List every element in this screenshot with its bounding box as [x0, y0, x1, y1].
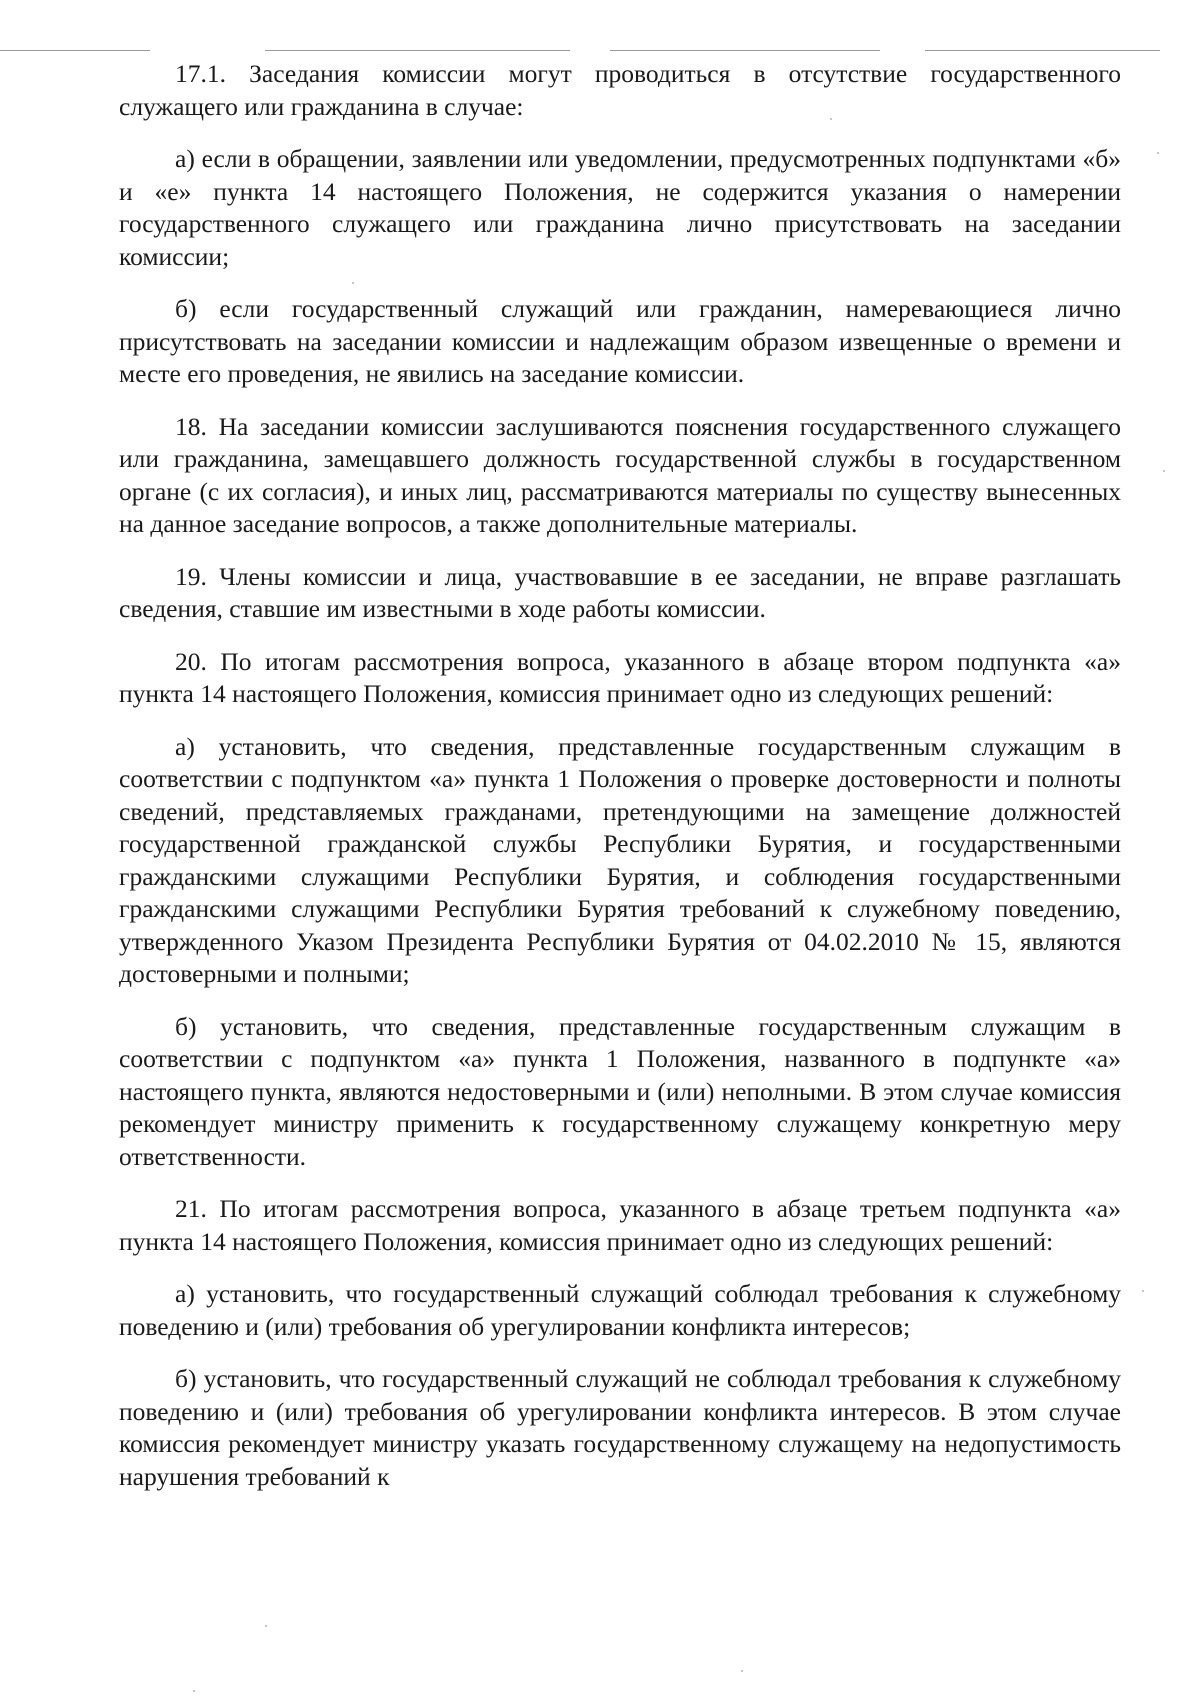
- paragraph-17-1-b: б) если государственный служащий или гражданин, намеревающиеся лично присутствовать на заседании комиссии и надлежащим образом извещенные о времени и месте его проведения, не явились на заседание комиссии.: [119, 294, 1121, 388]
- scan-artifact-dot: [265, 1625, 267, 1627]
- scan-artifact-dot: [1163, 470, 1165, 472]
- paragraph-20: 20. По итогам рассмотрения вопроса, указанного в абзаце втором подпункта «а» пункта 14 настоящего Положения, комиссия принимает одно из следующих решений:: [119, 646, 1121, 708]
- scan-artifact-dot: [741, 1670, 743, 1672]
- paragraph-21-a: а) установить, что государственный служащий соблюдал требования к служебному поведению и (или) требования об урегулировании конфликта интересов;: [119, 1279, 1121, 1341]
- paragraph-19: 19. Члены комиссии и лица, участвовавшие в ее заседании, не вправе разглашать сведения, ставшие им известными в ходе работы комиссии.: [119, 561, 1121, 623]
- scan-artifact-line: [925, 50, 1160, 51]
- scan-artifact-dot: [193, 1690, 195, 1692]
- paragraph-20-b: б) установить, что сведения, представленные государственным служащим в соответствии с подпунктом «а» пункта 1 Положения, названного в подпункте «а» настоящего пункта, являются недостоверными и (или) неполными. В этом случае комиссия рекомендует министру применить к государственному служащему конкретную меру ответственности.: [119, 1011, 1121, 1171]
- paragraph-20-a: а) установить, что сведения, представленные государственным служащим в соответствии с подпунктом «а» пункта 1 Положения о проверке достоверности и полноты сведений, представляемых гражданами, претендующими на замещение должностей государственной гражданской службы Республики Бурятия, и государственными гражданскими служащими Республики Бурятия, и соблюдения государственными гражданскими служащими Республики Бурятия требований к служебному поведению, утвержденного Указом Президента Республики Бурятия от 04.02.2010 № 15, являются достоверными и полными;: [119, 731, 1121, 988]
- document-body: [119, 58, 1121, 1513]
- scan-artifact-line: [610, 50, 880, 51]
- paragraph-21: 21. По итогам рассмотрения вопроса, указанного в абзаце третьем подпункта «а» пункта 14 настоящего Положения, комиссия принимает одно из следующих решений:: [119, 1194, 1121, 1256]
- paragraph-21-b: б) установить, что государственный служащий не соблюдал требования к служебному поведению и (или) требования об урегулировании конфликта интересов. В этом случае комиссия рекомендует министру указать государственному служащему на недопустимость нарушения требований к: [119, 1364, 1121, 1491]
- paragraph-17-1-a: а) если в обращении, заявлении или уведомлении, предусмотренных подпунктами «б» и «е» пункта 14 настоящего Положения, не содержится указания о намерении государственного служащего или гражданина лично присутствовать на заседании комиссии;: [119, 144, 1121, 271]
- scan-artifact-line: [0, 50, 150, 51]
- scan-artifact-dot: [1157, 152, 1159, 154]
- scan-artifact-dot: [1142, 1290, 1144, 1292]
- paragraph-17-1: 17.1. Заседания комиссии могут проводиться в отсутствие государственного служащего или гражданина в случае:: [119, 59, 1121, 121]
- paragraph-18: 18. На заседании комиссии заслушиваются пояснения государственного служащего или гражданина, замещавшего должность государственной службы в государственном органе (с их согласия), и иных лиц, рассматриваются материалы по существу вынесенных на данное заседание вопросов, а также дополнительные материалы.: [119, 411, 1121, 538]
- scan-artifact-line: [265, 50, 570, 51]
